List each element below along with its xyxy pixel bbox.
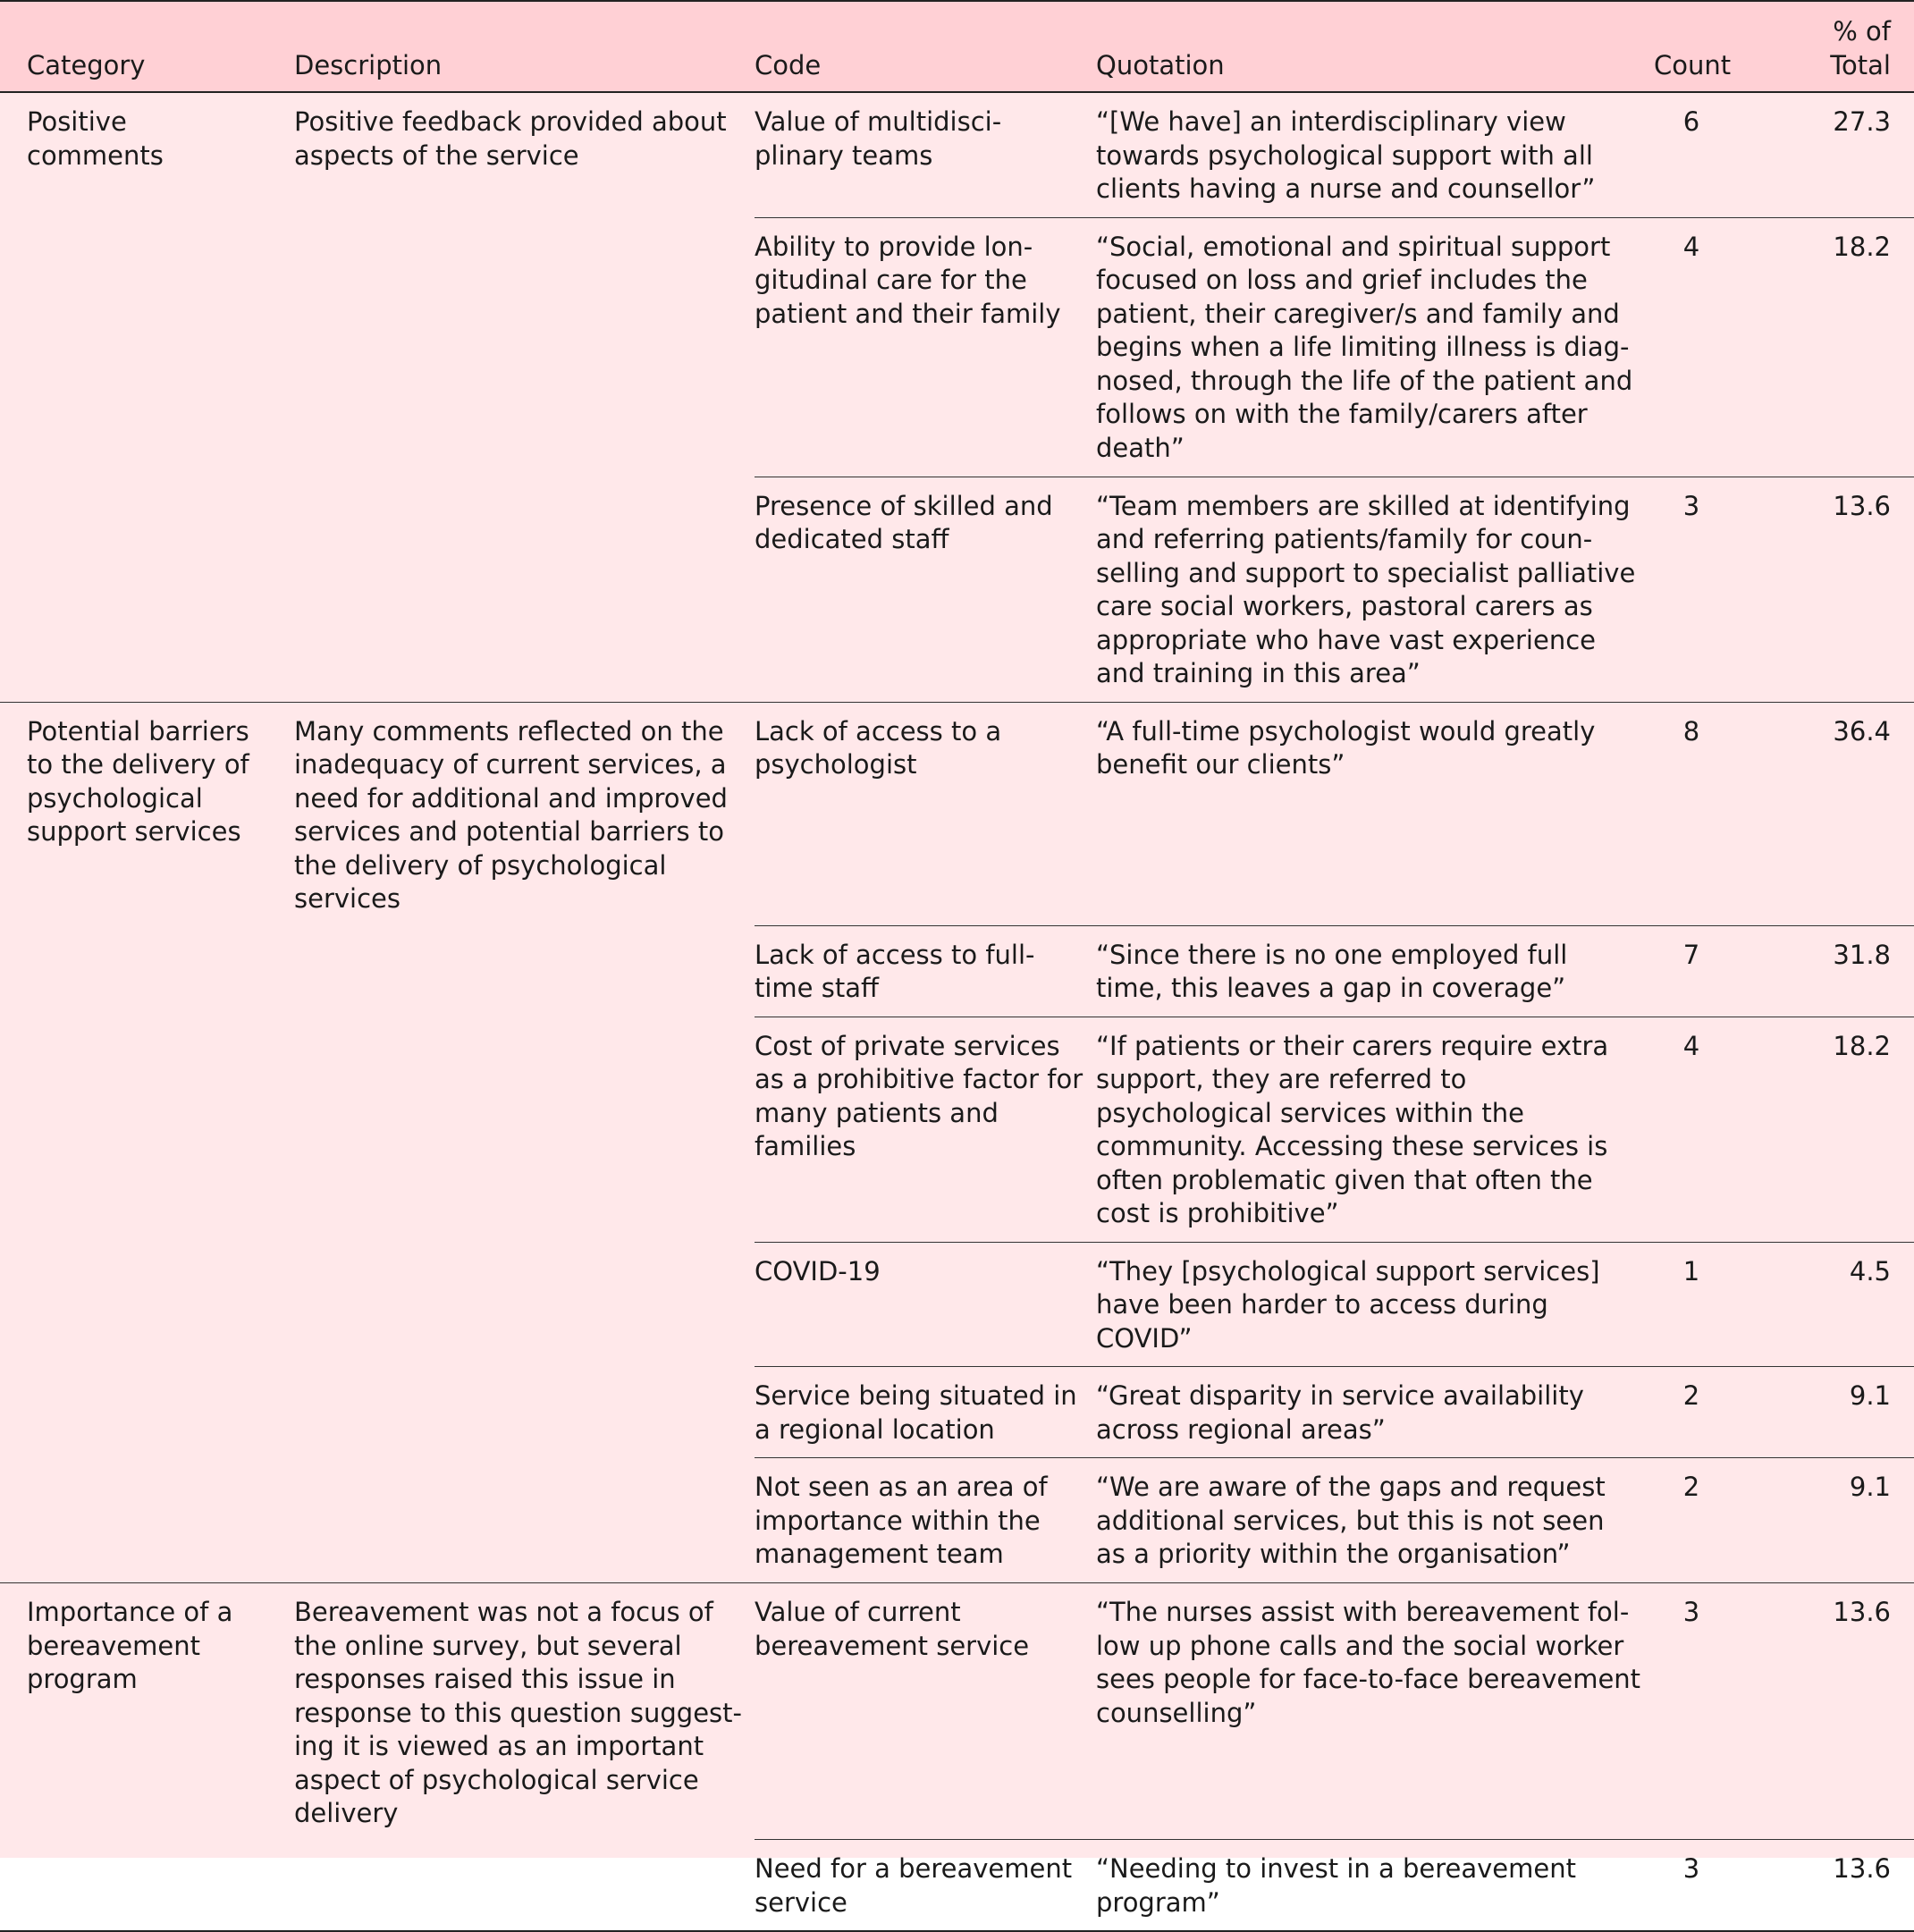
description-cell: Positive feedback provided about aspects of the service [267, 92, 755, 702]
count-cell: 7 [1654, 925, 1729, 1017]
percent-cell: 13.6 [1729, 1840, 1914, 1932]
percent-cell: 31.8 [1729, 925, 1914, 1017]
header-count: Count [1654, 1, 1729, 92]
table-body [0, 92, 1914, 1931]
count-cell: 2 [1654, 1458, 1729, 1583]
code-cell: Need for a bereavement service [755, 1840, 1096, 1932]
quotation-cell: “They [psychological support services] have been harder to access during COVID” [1096, 1242, 1654, 1367]
quotation-cell: “Since there is no one employed full time, this leaves a gap in coverage” [1096, 925, 1654, 1017]
percent-cell: 36.4 [1729, 702, 1914, 925]
count-cell: 3 [1654, 1840, 1729, 1932]
quotation-cell: “A full-time psychologist would greatly benefit our clients” [1096, 702, 1654, 925]
count-cell: 6 [1654, 92, 1729, 217]
code-cell: Lack of access to full-time staff [755, 925, 1096, 1017]
description-cell: Many comments reflected on the inadequacy of current services, a need for additional and improved services and potential barriers to the delivery of psychological services [267, 702, 755, 1583]
header-description: Description [267, 1, 755, 92]
description-cell: Bereavement was not a focus of the online survey, but several responses raised this issue in response to this question suggest-ing it is viewed as an important aspect of psychological service delivery [267, 1583, 755, 1932]
count-cell: 3 [1654, 477, 1729, 702]
percent-cell: 13.6 [1729, 1583, 1914, 1840]
header-code: Code [755, 1, 1096, 92]
category-cell: Importance of a bereavement program [0, 1583, 267, 1932]
percent-cell: 13.6 [1729, 477, 1914, 702]
header-percent-line1: % of [1833, 16, 1891, 46]
quotation-cell: “If patients or their carers require extra support, they are referred to psychological services within the community. Accessing these services is often problematic given that often the cost is prohibitive” [1096, 1017, 1654, 1242]
table-row [0, 702, 1914, 925]
count-cell: 8 [1654, 702, 1729, 925]
count-cell: 4 [1654, 217, 1729, 477]
percent-cell: 9.1 [1729, 1458, 1914, 1583]
percent-cell: 4.5 [1729, 1242, 1914, 1367]
quotation-cell: “Great disparity in service availability across regional areas” [1096, 1367, 1654, 1458]
header-category: Category [0, 1, 267, 92]
code-cell: Service being situated in a regional location [755, 1367, 1096, 1458]
quotation-cell: “Social, emotional and spiritual support focused on loss and grief includes the patient, their caregiver/s and family and begins when a life limiting illness is diag-nosed, through the life of the patient and follows on with the family/carers after death” [1096, 217, 1654, 477]
table-row [0, 92, 1914, 217]
category-cell: Potential barriers to the delivery of psychological support services [0, 702, 267, 1583]
category-cell: Positive comments [0, 92, 267, 702]
quotation-cell: “Team members are skilled at identifying and referring patients/family for coun-selling and support to specialist palliative care social workers, pastoral carers as appropriate who have vast experience and training in this area” [1096, 477, 1654, 702]
count-cell: 4 [1654, 1017, 1729, 1242]
code-cell: Value of multidisci-plinary teams [755, 92, 1096, 217]
count-cell: 2 [1654, 1367, 1729, 1458]
table-row [0, 1583, 1914, 1840]
code-cell: Not seen as an area of importance within the management team [755, 1458, 1096, 1583]
quotation-cell: “We are aware of the gaps and request additional services, but this is not seen as a priority within the organisation” [1096, 1458, 1654, 1583]
code-cell: Value of current bereavement service [755, 1583, 1096, 1840]
header-percent [1729, 1, 1914, 92]
header-row [0, 1, 1914, 92]
header-percent-line2: Total [1830, 49, 1891, 80]
count-cell: 1 [1654, 1242, 1729, 1367]
code-cell: COVID-19 [755, 1242, 1096, 1367]
percent-cell: 27.3 [1729, 92, 1914, 217]
quotation-cell: “The nurses assist with bereavement fol-low up phone calls and the social worker sees people for face-to-face bereavement counselling” [1096, 1583, 1654, 1840]
quotation-cell: “[We have] an interdisciplinary view towards psychological support with all clients having a nurse and counsellor” [1096, 92, 1654, 217]
table-header [0, 1, 1914, 92]
percent-cell: 18.2 [1729, 1017, 1914, 1242]
header-quotation: Quotation [1096, 1, 1654, 92]
percent-cell: 9.1 [1729, 1367, 1914, 1458]
count-cell: 3 [1654, 1583, 1729, 1840]
code-cell: Cost of private services as a prohibitive factor for many patients and families [755, 1017, 1096, 1242]
code-cell: Lack of access to a psychologist [755, 702, 1096, 925]
code-cell: Presence of skilled and dedicated staff [755, 477, 1096, 702]
code-cell: Ability to provide lon-gitudinal care for the patient and their family [755, 217, 1096, 477]
percent-cell: 18.2 [1729, 217, 1914, 477]
quotation-cell: “Needing to invest in a bereavement program” [1096, 1840, 1654, 1932]
